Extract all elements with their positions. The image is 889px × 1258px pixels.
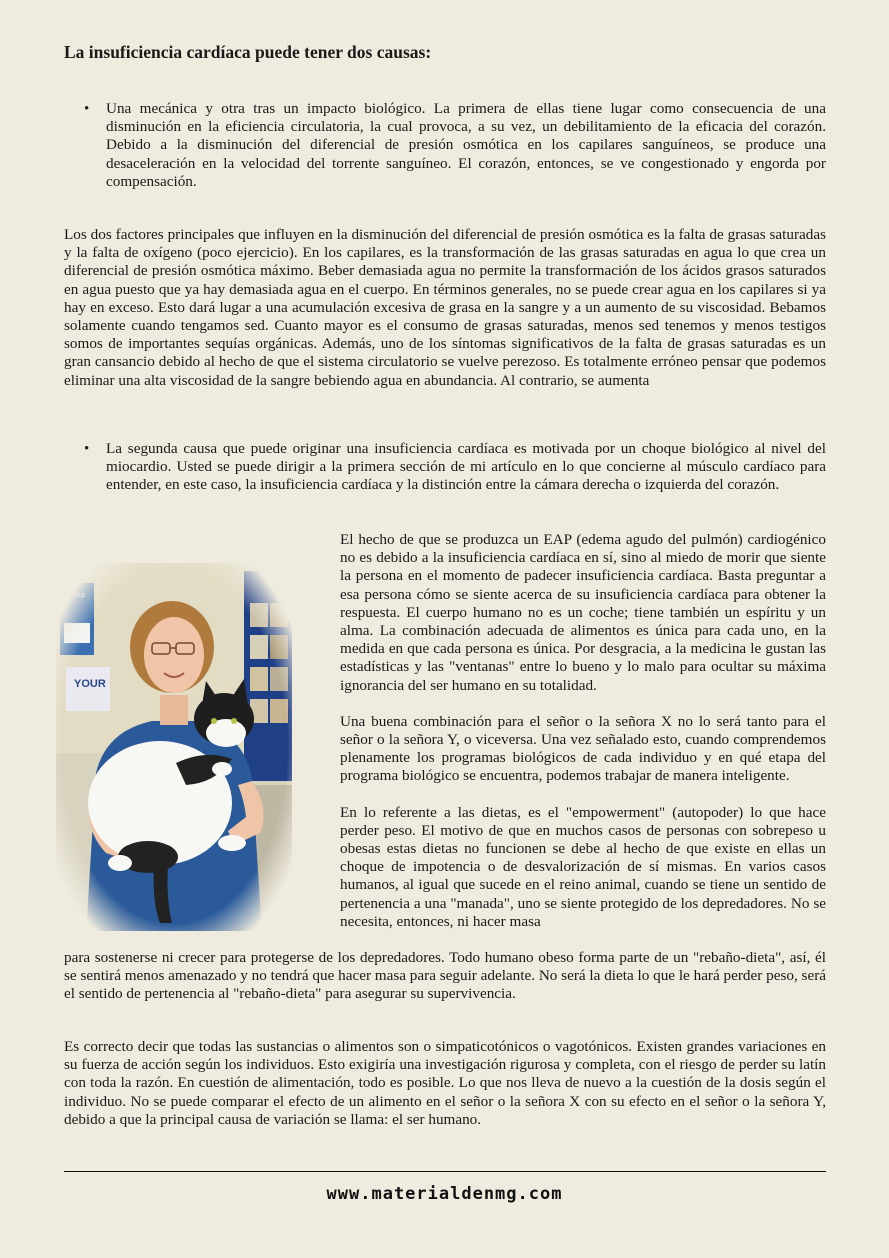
paragraph: Los dos factores principales que influyen en la disminución del diferencial de presión osmótica es la falta de grasas saturadas y la falta de oxígeno (poco ejercicio). En los capilares, es la transformación de las grasas saturadas en agua lo que crea un diferencial de presión osmótica máximo. Beber demasiada agua no permite la transformación de los ácidos grasos saturados en agua puesto que ya hay demasiada agua en el cuerpo. En términos generales, no se puede crear agua en los capilares si ya hay en exceso. Esto dará lugar a una acumulación excesiva de grasa en la sangre y a un aumento de su viscosidad. Bebamos solamente cuando tengamos sed. Cuanto mayor es el consumo de grasas saturadas, menos sed tenemos y menos testigos somos de importantes sequías orgánicas. Además, uno de los síntomas significativos de la falta de grasas saturadas es un gran cansancio debido al hecho de que el sistema circulatorio se vuelve perezoso. Es totalmente erróneo pensar que podemos eliminar una alta viscosidad de la sangre bebiendo agua en abundancia. Al contrario, se aumenta — [64, 226, 826, 389]
footer-rule — [64, 1171, 826, 1172]
vet-holding-cat-photo — [56, 563, 292, 931]
paragraph: El hecho de que se produzca un EAP (edema agudo del pulmón) cardiogénico no es debido a la insuficiencia cardíaca en sí, sino al miedo de morir que siente la persona en el momento de padecer insuficiencia cardíaca. Basta preguntar a esa persona cómo se siente acerca de su insuficiencia cardíaca para obtener la respuesta. El cuerpo humano no es un coche; tiene también un espíritu y un alma. La combinación adecuada de alimentos es única para cada uno, en la medida en que cada persona es única. Por desgracia, a la medicina le gustan las estadísticas y las "ventanas" entre lo bueno y lo malo para ocultar su máxima ignorancia del ser humano en su totalidad. — [340, 531, 826, 694]
bullet-text: La segunda causa que puede originar una insuficiencia cardíaca es motivada por un choque biológico al nivel del miocardio. Usted se puede dirigir a la primera sección de mi artículo en lo que concierne al músculo cardíaco para entender, en este caso, la insuficiencia cardíaca y la distinción entre la cámara derecha o izquierda del corazón. — [106, 440, 826, 494]
bullet-item — [64, 100, 826, 191]
photo-illustration — [56, 563, 292, 931]
paragraph: Es correcto decir que todas las sustancias o alimentos son o simpaticotónicos o vagotónicos. Existen grandes variaciones en su fuerza de acción según los individuos. Esto exigiría una investigación rigurosa y completa, con el riesgo de perder su latín con toda la razón. En cuestión de alimentación, todo es posible. Lo que nos lleva de nuevo a la cuestión de la dosis según el individuo. No se puede comparar el efecto de un alimento en el señor o la señora X con su efecto en el señor o la señora Y, debido a que la principal causa de variación se llama: el ser humano. — [64, 1038, 826, 1128]
paragraph: En lo referente a las dietas, es el "empowerment" (autopoder) lo que hace perder peso. El motivo de que en muchos casos de personas con sobrepeso u obesas estas dietas no funcionen se debe al hecho de que existe en ellas un choque de impotencia o de desvalorización de sí mismas. En varios casos humanos, al igual que sucede en el reino animal, cuando se tiene un sentido de pertenencia a una "manada", uno se siente protegido de los depredadores. No se necesita, entonces, ni hacer masa — [340, 803, 826, 930]
bullet-marker: • — [84, 101, 90, 117]
right-column — [340, 531, 826, 949]
footer-url[interactable]: www.materialdenmg.com — [326, 1184, 563, 1204]
bullet-text: Una mecánica y otra tras un impacto biológico. La primera de ellas tiene lugar como consecuencia de una disminución en la eficiencia circulatoria, la cual provoca, a su vez, un debilitamiento de la eficacia del corazón. Debido a la disminución del diferencial de presión osmótica en los capilares sanguíneos, se produce una desaceleración en la velocidad del torrente sanguíneo. El corazón, entonces, se ve congestionado y engorda por compensación. — [106, 100, 826, 190]
bullet-item — [64, 440, 826, 495]
section-heading: La insuficiencia cardíaca puede tener dos causas: — [64, 42, 432, 62]
bullet-marker: • — [84, 441, 90, 457]
paragraph: Una buena combinación para el señor o la señora X no lo será tanto para el señor o la señora Y, o viceversa. Una vez señalado esto, cuando comprendemos plenamente los programas biológicos de cada individuo y en qué etapa del programa biológico se encuentra, podemos trabajar de manera inteligente. — [340, 712, 826, 785]
paragraph: para sostenerse ni crecer para protegerse de los depredadores. Todo humano obeso forma parte de un "rebaño-dieta", así, él se sentirá menos amenazado y no tendrá que hacer masa para seguir adelante. No será la dieta lo que le hará perder peso, será el sentido de pertenencia al "rebaño-dieta" para asegurar su supervivencia. — [64, 949, 826, 1003]
